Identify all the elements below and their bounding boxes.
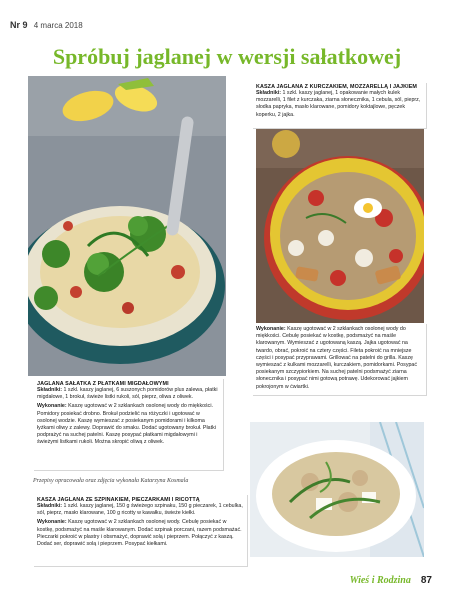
recipe-title: KASZA JAGLANA Z KURCZAKIEM, MOZZARELLĄ I JAJKIEM	[256, 84, 418, 90]
photo-credit: Przepisy opracowała oraz zdjęcia wykonała Katarzyna Kosmala	[33, 478, 189, 484]
recipe-card-spinach	[33, 494, 247, 566]
photo-millet-salad-image	[28, 76, 226, 376]
method-text: Kaszę ugotować w 2 szklankach osolonej wody. Cebulę posiekać w kostkę, podsmażyć na maśle klarowanym. Dodać szpinak porczani, razem podsmażać. Pieczarki pokroić w plastry i obsmażyć, doprawić solą i pieprzem. Połączyć z kaszą. Dodać ser, doprawić solą i pieprzem. Posypać kiełkami.	[37, 519, 242, 548]
photo-millet-spinach-image	[250, 422, 424, 557]
ingredients-label: Składniki:	[37, 387, 63, 393]
issue-number: Nr 9	[10, 20, 28, 30]
recipe-method	[37, 519, 243, 548]
method-label: Wykonanie:	[37, 403, 67, 410]
page-footer	[350, 575, 432, 586]
recipe-title: JAGLANA SAŁATKA Z PŁATKAMI MIGDAŁOWYMI	[37, 381, 169, 387]
recipe-card-chicken	[252, 82, 426, 128]
method-label: Wykonanie:	[256, 326, 286, 332]
method-text: Kaszę ugotować w 2 szklankach osolonej wody do miękkości. Pomidory posiekać drobno. Brokuł podzielić na różyczki i ugotować w osolonej wodzie. Kaszę wymieszać z posiekanym pomidorami i kilkoma łyżkami oliwy z zalewy. Doprawić do smaku. Dodać ugotowany brokuł. Płatki podprażyć na suchej patelni. Kaszę posypać płatkami migdałowymi i świeżymi listkami rukoli. Można skropić oliwą z oliwek.	[37, 403, 216, 446]
photo-millet-salad-broccoli	[28, 76, 226, 376]
issue-date: 4 marca 2018	[33, 21, 83, 30]
ingredients-label: Składniki:	[256, 90, 282, 96]
recipe-ingredients	[37, 387, 219, 401]
recipe-method-chicken	[252, 323, 426, 395]
method-text: Kaszę ugotować w 2 szklankach osolonej wody do miękkości. Cebulę posiekać w kostkę, podsmażyć na maśle klarowanym. Wymieszać z ugotowaną kaszą. Jajka ugotować na twardo, obrać, pokroić na cztery części. Fileta pokroić na mniejsze części i posypać przyprawami. Grillować na patelni do grilla. Kaszę wymieszać z kulkami mozzarelli, kurczakiem, pomidorkami. Posypać posiekanym szczypiorkiem. Na suchej patelni podsmażyć ziarna słonecznika i posypać nimi gotową potrawę. Udekorować jajkiem pokrojonym w ćwiartki.	[256, 326, 418, 390]
recipe-method	[37, 403, 219, 446]
issue-header	[10, 20, 83, 30]
recipe-card-broccoli	[33, 378, 223, 470]
page-title: Spróbuj jaglanej w wersji sałatkowej	[52, 44, 402, 69]
ingredients-text: 1 szkl. kaszy jaglanej, 6 suszonych pomidorów plus zalewa, płatki migdałowe, 1 brokuł, świeże listki rukoli, sól, pieprz, oliwa z oliwek.	[37, 387, 218, 401]
photo-millet-chicken-image	[256, 128, 424, 323]
recipe-method	[256, 326, 422, 391]
ingredients-text: 1 szkl. kaszy jaglanej, 150 g świeżego szpinaku, 150 g pieczarek, 1 cebulka, sól, pieprz, masło klarowane, 100 g ricotty w kawałku, świeże kiełki.	[37, 503, 243, 517]
ingredients-label: Składniki:	[37, 503, 63, 509]
page-number: 87	[420, 575, 432, 586]
method-label: Wykonanie:	[37, 519, 67, 526]
recipe-title: KASZA JAGLANA ZE SZPINAKIEM, PIECZARKAMI I RICOTTĄ	[37, 497, 200, 503]
ingredients-text: 1 szkl. kaszy jaglanej, 1 opakowanie małych kulek mozzarelli, 1 filet z kurczaka, ziarna słonecznika, 1 cebula, sól, pieprz, słodka papryka, masło klarowane, pomidory koktajlowe, pęczek koperku, 2 jajka.	[256, 90, 421, 118]
recipe-ingredients	[37, 503, 243, 517]
photo-millet-spinach	[250, 422, 424, 557]
magazine-name: Wieś i Rodzina	[349, 575, 411, 586]
recipe-ingredients	[256, 90, 422, 119]
photo-millet-chicken-egg	[256, 128, 424, 323]
